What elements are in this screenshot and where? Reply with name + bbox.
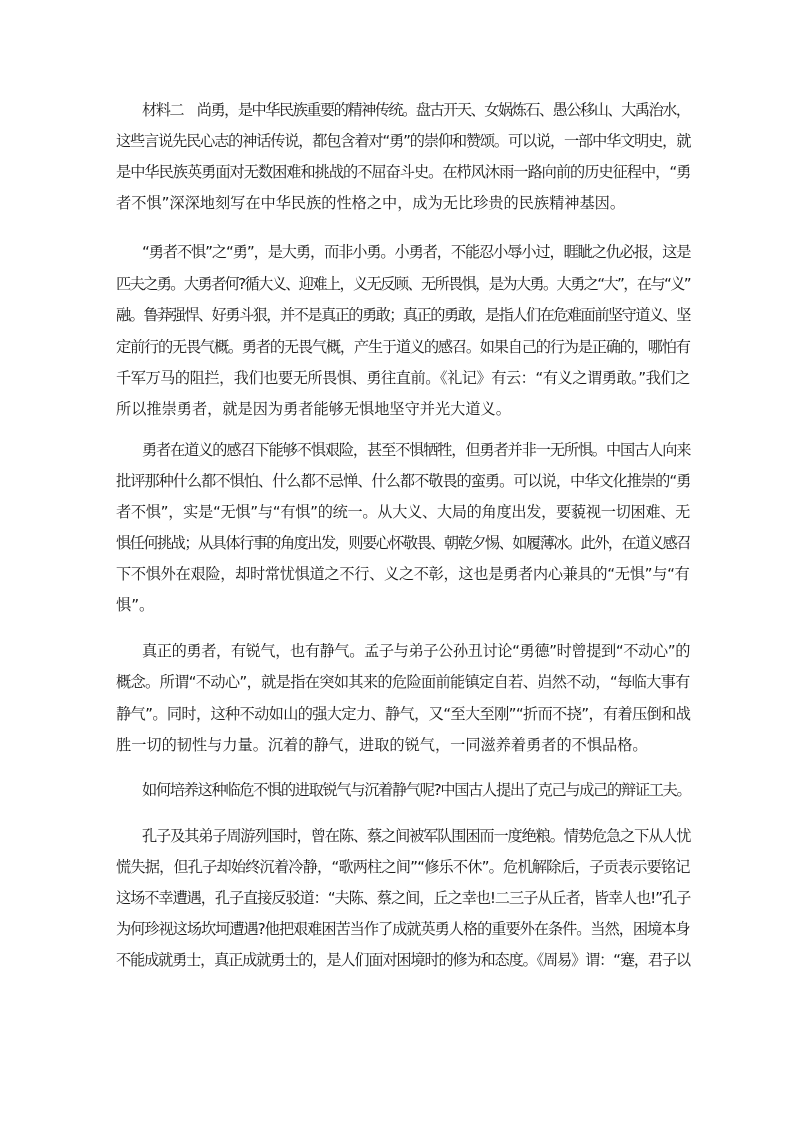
paragraph-1-line-1: 材料二 尚勇，是中华民族重要的精神传统。盘古开天、女娲炼石、愚公移山、大禹治水， [142,101,690,119]
paragraph-1-line-4: 者不惧”深深地刻写在中华民族的性格之中，成为无比珍贵的民族精神基因。 [116,194,626,212]
paragraph-6-line-3: 这场不幸遭遇，孔子直接反驳道：“夫陈、蔡之间，丘之幸也!二三子从丘者，皆幸人也!”孔子 [116,889,691,907]
paragraph-6-line-4: 为何珍视这场坎坷遭遇?他把艰难困苦当作了成就英勇人格的重要外在条件。当然，困境本身 [116,920,690,938]
paragraph-2-line-6: 所以推崇勇者，就是因为勇者能够无惧地坚守并光大道义。 [116,400,511,418]
paragraph-6-line-2: 慌失据，但孔子却始终沉着冷静，“歌两柱之间”“修乐不休”。危机解除后，子贡表示要铭记 [116,858,690,876]
paragraph-2-line-2: 匹夫之勇。大勇者何?循大义、迎难上，义无反顾、无所畏惧，是为大勇。大勇之“大”，在与“义” [116,275,691,293]
paragraph-4-line-1: 真正的勇者，有锐气，也有静气。孟子与弟子公孙丑讨论“勇德”时曾提到“不动心”的 [142,642,691,660]
paragraph-2-line-4: 定前行的无畏气概。勇者的无畏气概，产生于道义的感召。如果自己的行为是正确的，哪怕有 [116,338,690,356]
paragraph-4-line-2: 概念。所谓“不动心”，就是指在突如其来的危险面前能镇定自若、岿然不动，“每临大事有 [116,673,690,691]
paragraph-3-line-5: 下不惧外在艰险，却时常忧惧道之不行、义之不彰，这也是勇者内心兼具的“无惧”与“有 [116,565,690,583]
paragraph-3-line-3: 者不惧”，实是“无惧”与“有惧”的统一。从大义、大局的角度出发，要藐视一切困难、无 [116,503,691,521]
paragraph-2-line-1: “勇者不惧”之“勇”，是大勇，而非小勇。小勇者，不能忍小辱小过，睚眦之仇必报，这是 [142,243,691,261]
paragraph-2-line-5: 千军万马的阻拦，我们也要无所畏惧、勇往直前。《礼记》有云：“有义之谓勇敢。”我们之 [116,369,690,387]
paragraph-3-line-2: 批评那种什么都不惧怕、什么都不忌惮、什么都不敬畏的蛮勇。可以说，中华文化推崇的“勇 [116,472,691,490]
paragraph-2-line-3: 融。鲁莽强悍、好勇斗狠，并不是真正的勇敢；真正的勇敢，是指人们在危难面前坚守道义、坚 [116,306,690,324]
paragraph-1-line-3: 是中华民族英勇面对无数困难和挑战的不屈奋斗史。在栉风沐雨一路向前的历史征程中，“勇 [116,163,691,181]
paragraph-4-line-4: 胜一切的韧性与力量。沉着的静气，进取的锐气，一同滋养着勇者的不惧品格。 [116,736,648,754]
paragraph-4-line-3: 静气”。同时，这种不动如山的强大定力、静气，又“至大至刚”“折而不挠”，有着压倒和战 [116,705,691,723]
paragraph-1-line-2: 这些言说先民心志的神话传说，都包含着对“勇”的崇仰和赞颂。可以说，一部中华文明史，就 [116,132,691,150]
paragraph-6-line-5: 不能成就勇士，真正成就勇士的，是人们面对困境时的修为和态度。《周易》谓：“蹇，君子以 [116,951,690,969]
paragraph-3-line-1: 勇者在道义的感召下能够不惧艰险，甚至不惧牺牲，但勇者并非一无所惧。中国古人向来 [142,441,691,459]
paragraph-3-line-6: 惧”。 [116,596,155,614]
paragraph-6-line-1: 孔子及其弟子周游列国时，曾在陈、蔡之间被军队围困而一度绝粮。情势危急之下从人忧 [142,827,691,845]
paragraph-5-line-1: 如何培养这种临危不惧的进取锐气与沉着静气呢?中国古人提出了克己与成己的辩证工夫。 [142,781,691,799]
paragraph-3-line-4: 惧任何挑战；从具体行事的角度出发，则要心怀敬畏、朝乾夕惕、如履薄冰。此外，在道义感召 [116,534,690,552]
